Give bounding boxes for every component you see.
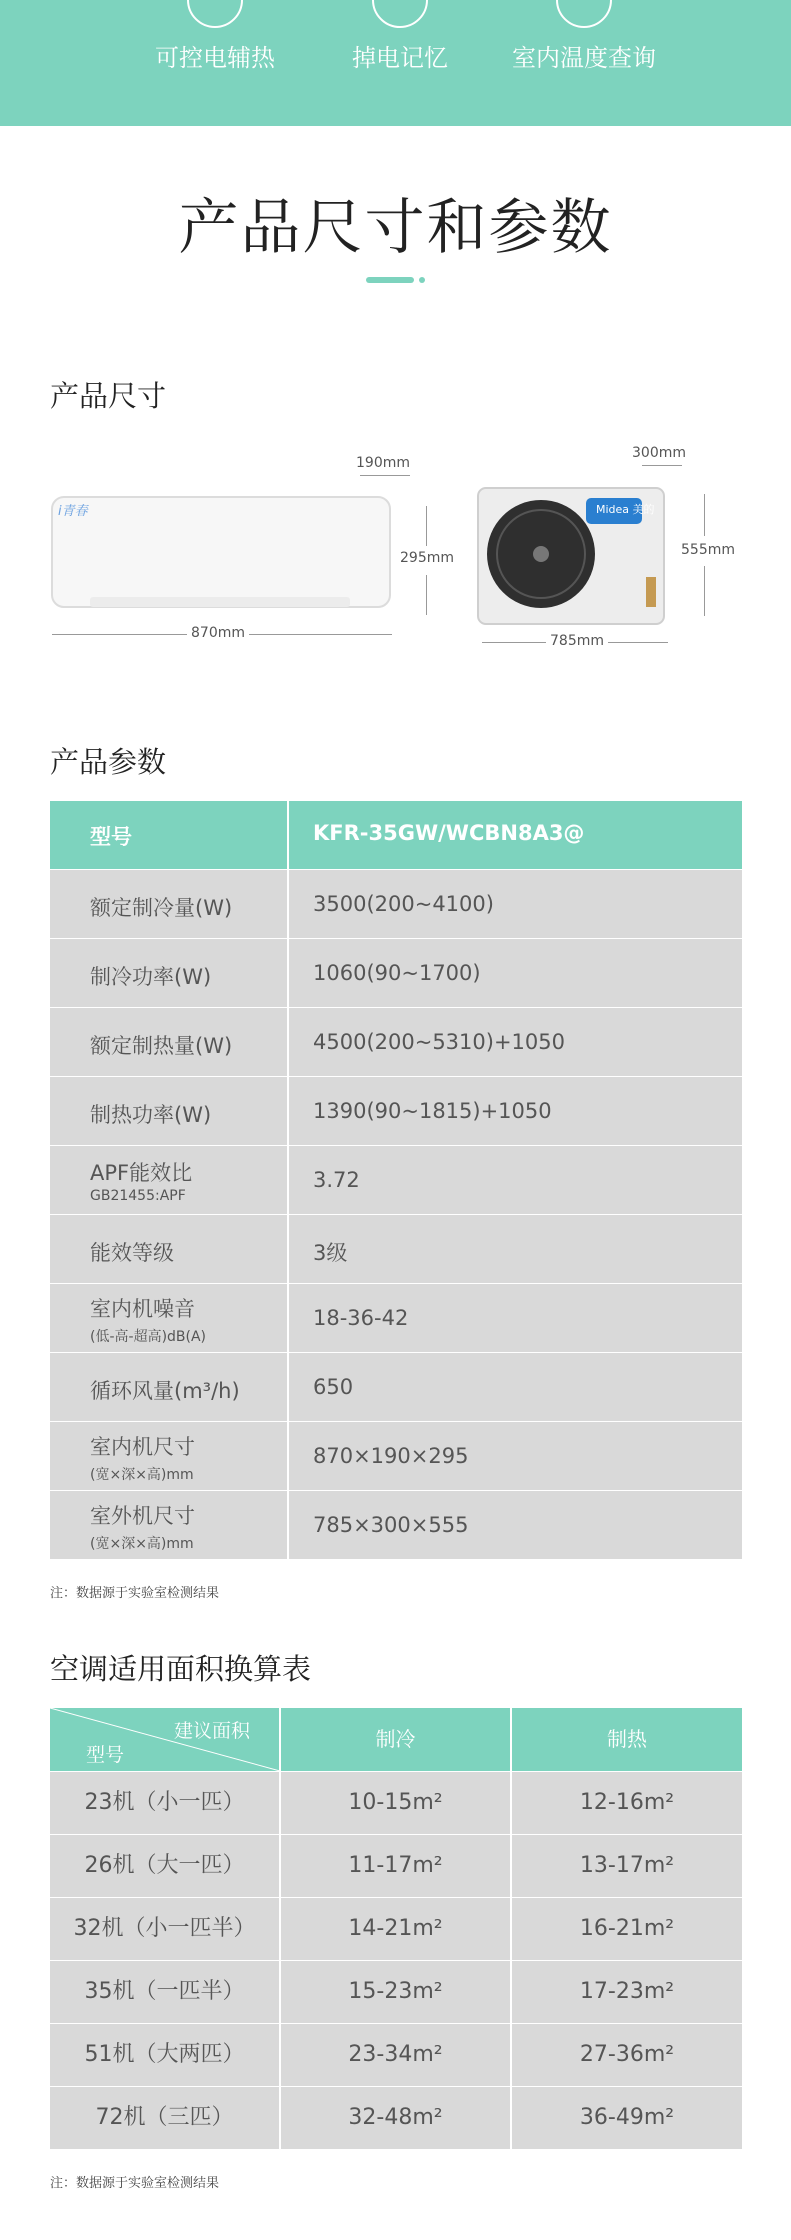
param-value: 18-36-42 (313, 1306, 409, 1330)
cool-cell: 11-17m² (348, 1853, 443, 1878)
feature-label: 可控电辅热 (155, 44, 275, 72)
param-value: 4500(200~5310)+1050 (313, 1030, 565, 1054)
param-key-sub: (宽×深×高)mm (90, 1536, 194, 1552)
cool-header: 制冷 (375, 1727, 416, 1751)
param-key-sub: (低-高-超高)dB(A) (90, 1329, 207, 1345)
dim-line (704, 566, 705, 616)
area-header-row (50, 1708, 742, 1771)
indoor-height-label: 295mm (400, 550, 454, 566)
dim-line (426, 506, 427, 546)
param-key: 制热功率(W) (90, 1103, 212, 1127)
area-note: 注：数据源于实验室检测结果 (50, 2176, 220, 2191)
model-cell: 32机（小一匹半） (73, 1916, 256, 1941)
cool-cell: 15-23m² (348, 1979, 443, 2004)
area-table (50, 1708, 742, 2148)
model-cell: 51机（大两匹） (84, 2042, 245, 2067)
table-row (50, 1898, 742, 1960)
dim-line (704, 494, 705, 536)
indoor-logo: i青春 (58, 504, 88, 519)
cool-cell: 23-34m² (348, 2042, 443, 2067)
area-heading: 空调适用面积换算表 (50, 1652, 312, 1686)
feature-band (0, 0, 791, 126)
heat-cell: 27-36m² (579, 2042, 675, 2067)
param-value: 3500(200~4100) (313, 892, 494, 916)
param-key-sub: GB21455:APF (90, 1188, 186, 1204)
dim-line (426, 575, 427, 615)
param-key-sub: (宽×深×高)mm (90, 1467, 194, 1483)
param-key: 室内机噪音 (90, 1297, 195, 1321)
params-heading: 产品参数 (50, 745, 167, 779)
table-row (50, 1835, 742, 1897)
dim-line (360, 475, 410, 476)
params-header-row (50, 801, 742, 869)
table-row (50, 1491, 742, 1559)
outdoor-depth-label: 300mm (632, 445, 686, 461)
table-row (50, 1077, 742, 1145)
outdoor-width-label: 785mm (546, 633, 608, 649)
model-header-label: 型号 (86, 1744, 125, 1766)
outdoor-height-label: 555mm (681, 542, 735, 558)
table-row (50, 870, 742, 938)
table-row (50, 1353, 742, 1421)
table-row (50, 939, 742, 1007)
outdoor-logo: Midea 美的 (596, 503, 655, 516)
model-cell: 26机（大一匹） (84, 1853, 245, 1878)
param-value: 1390(90~1815)+1050 (313, 1099, 552, 1123)
table-row (50, 1961, 742, 2023)
table-row (50, 1008, 742, 1076)
param-key: 制冷功率(W) (90, 965, 212, 989)
param-value: 870×190×295 (313, 1444, 469, 1468)
title-underline-dot (419, 277, 425, 283)
dim-line (642, 465, 682, 466)
indoor-width-label: 870mm (187, 625, 249, 641)
cool-cell: 14-21m² (348, 1916, 443, 1941)
param-value: 1060(90~1700) (313, 961, 481, 985)
model-value: KFR-35GW/WCBN8A3@ (313, 821, 585, 845)
page-title: 产品尺寸和参数 (178, 193, 613, 263)
table-row (50, 1215, 742, 1283)
param-key: 额定制冷量(W) (90, 896, 233, 920)
param-key: APF能效比 (90, 1161, 193, 1185)
size-heading: 产品尺寸 (50, 379, 167, 413)
params-table (50, 801, 742, 1555)
param-value: 650 (313, 1375, 354, 1399)
heat-header: 制热 (607, 1727, 647, 1751)
memory-icon (372, 0, 428, 28)
param-key: 室外机尺寸 (90, 1504, 195, 1528)
table-row (50, 1772, 742, 1834)
title-underline (366, 277, 414, 283)
param-key: 能效等级 (90, 1241, 174, 1265)
heat-cell: 12-16m² (579, 1790, 675, 1815)
model-label: 型号 (90, 825, 132, 849)
indoor-depth-label: 190mm (356, 455, 410, 471)
table-row (50, 2087, 742, 2149)
table-row (50, 1284, 742, 1352)
area-header-label: 建议面积 (174, 1720, 251, 1742)
indoor-unit-image (50, 495, 394, 615)
cool-cell: 32-48m² (348, 2105, 443, 2130)
feature-label: 掉电记忆 (352, 44, 448, 72)
heat-cell: 36-49m² (579, 2105, 675, 2130)
param-key: 额定制热量(W) (90, 1034, 233, 1058)
heat-cell: 17-23m² (579, 1979, 675, 2004)
table-row (50, 2024, 742, 2086)
param-key: 循环风量(m³/h) (90, 1379, 240, 1403)
param-value: 3级 (313, 1241, 348, 1265)
table-row (50, 1146, 742, 1214)
param-key: 室内机尺寸 (90, 1435, 195, 1459)
heat-cell: 16-21m² (579, 1916, 675, 1941)
feature-label: 室内温度查询 (512, 44, 656, 72)
heat-icon (187, 0, 243, 28)
table-row (50, 1422, 742, 1490)
param-value: 3.72 (313, 1168, 360, 1192)
cool-cell: 10-15m² (348, 1790, 443, 1815)
model-cell: 23机（小一匹） (84, 1790, 245, 1815)
model-cell: 72机（三匹） (95, 2105, 234, 2130)
params-note: 注：数据源于实验室检测结果 (50, 1586, 220, 1601)
heat-cell: 13-17m² (579, 1853, 675, 1878)
param-value: 785×300×555 (313, 1513, 469, 1537)
model-cell: 35机（一匹半） (84, 1979, 245, 2004)
thermometer-icon (556, 0, 612, 28)
